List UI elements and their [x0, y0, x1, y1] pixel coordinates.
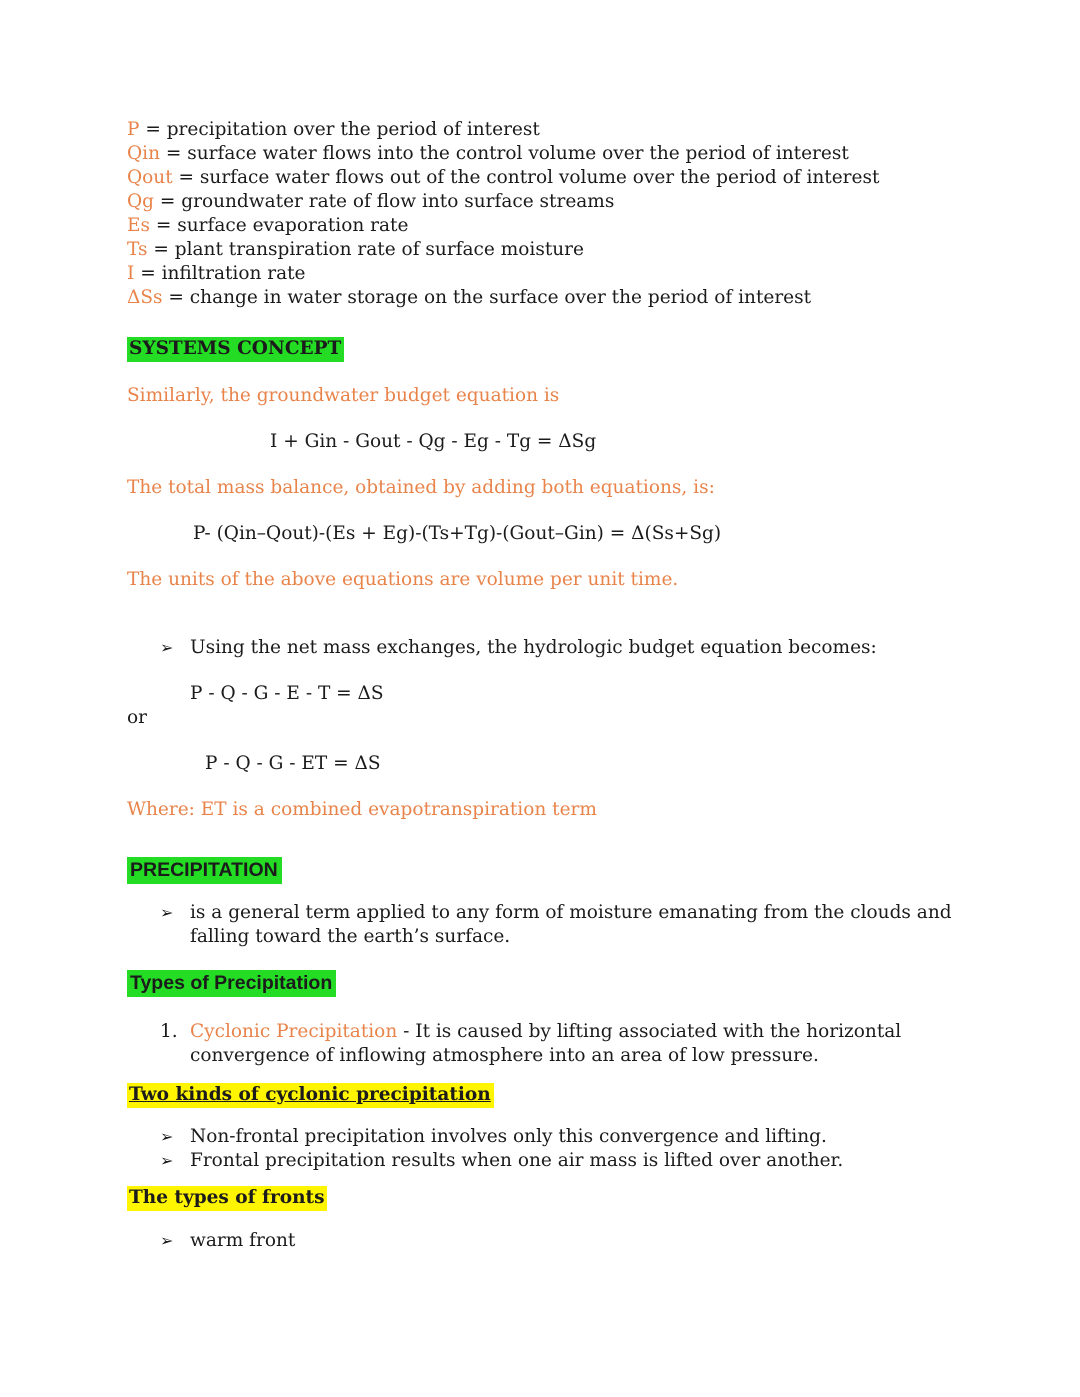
- precipitation-section: [127, 857, 970, 884]
- types-of-fronts-heading: The types of fronts: [127, 1186, 327, 1211]
- arrow-bullet-icon: ➢: [160, 1231, 174, 1250]
- definition-term: ΔSs: [127, 287, 163, 308]
- groundwater-budget-equation: I + Gin - Gout - Qg - Eg - Tg = ΔSg: [270, 431, 597, 452]
- cyclonic-precipitation-text: [190, 1020, 970, 1068]
- two-kinds-section: [127, 1083, 970, 1108]
- definition-text: = precipitation over the period of interest: [139, 119, 540, 140]
- list-number: 1.: [160, 1021, 178, 1042]
- where-note: Where: ET is a combined evapotranspiration term: [127, 799, 597, 820]
- arrow-bullet-icon: ➢: [160, 1127, 174, 1146]
- net-mass-bullet-text: Using the net mass exchanges, the hydrologic budget equation becomes:: [190, 637, 877, 658]
- arrow-bullet-icon: ➢: [160, 903, 174, 922]
- non-frontal-text: Non-frontal precipitation involves only this convergence and lifting.: [190, 1126, 827, 1147]
- groundwater-intro: Similarly, the groundwater budget equation is: [127, 385, 560, 406]
- definition-term: Ts: [127, 239, 148, 260]
- arrow-bullet-icon: ➢: [160, 638, 174, 657]
- precipitation-heading: PRECIPITATION: [127, 857, 282, 884]
- non-frontal-bullet: [127, 1125, 970, 1149]
- net-mass-bullet: [127, 636, 970, 660]
- total-mass-balance-equation: P- (Qin–Qout)-(Es + Eg)-(Ts+Tg)-(Gout–Gin) = Δ(Ss+Sg): [193, 523, 722, 544]
- cyclonic-precipitation-term: Cyclonic Precipitation: [190, 1021, 398, 1042]
- definition-text: = infiltration rate: [134, 263, 306, 284]
- cyclonic-precipitation-item: [127, 1020, 970, 1068]
- frontal-bullet: [127, 1149, 970, 1173]
- definition-text: = surface evaporation rate: [150, 215, 409, 236]
- systems-concept-heading: SYSTEMS CONCEPT: [127, 337, 344, 362]
- arrow-bullet-icon: ➢: [160, 1151, 174, 1170]
- total-mass-balance-intro: The total mass balance, obtained by adding both equations, is:: [127, 477, 715, 498]
- frontal-text: Frontal precipitation results when one air mass is lifted over another.: [190, 1150, 844, 1171]
- definition-text: = surface water flows into the control volume over the period of interest: [160, 143, 849, 164]
- definition-text: = groundwater rate of flow into surface streams: [154, 191, 615, 212]
- definition-term: Es: [127, 215, 150, 236]
- types-of-precipitation-section: [127, 970, 970, 997]
- definition-line: [127, 142, 970, 166]
- definition-term: Qout: [127, 167, 173, 188]
- definition-term: P: [127, 119, 140, 140]
- definition-line: [127, 190, 970, 214]
- or-label: or: [127, 707, 147, 728]
- definition-term: Qg: [127, 191, 155, 212]
- definition-term: I: [127, 263, 135, 284]
- systems-concept-section: [127, 337, 970, 362]
- types-of-fronts-section: [127, 1186, 970, 1211]
- definition-text: = change in water storage on the surface over the period of interest: [162, 287, 812, 308]
- definition-line: [127, 166, 970, 190]
- definition-line: [127, 214, 970, 238]
- warm-front-text: warm front: [190, 1230, 296, 1251]
- precipitation-definition-bullet: [127, 901, 970, 949]
- definition-text: = surface water flows out of the control volume over the period of interest: [172, 167, 880, 188]
- definition-text: = plant transpiration rate of surface moisture: [147, 239, 584, 260]
- definition-line: [127, 118, 970, 142]
- types-of-precipitation-heading: Types of Precipitation: [127, 970, 336, 997]
- warm-front-bullet: [127, 1229, 970, 1253]
- net-budget-et-equation: P - Q - G - ET = ΔS: [205, 753, 381, 774]
- cyclonic-precipitation-description: - It is caused by lifting associated with the horizontal convergence of inflowing atmosphere into an area of low pressure.: [190, 1021, 902, 1066]
- definition-term: Qin: [127, 143, 160, 164]
- definition-line: [127, 286, 970, 310]
- net-budget-equation: P - Q - G - E - T = ΔS: [190, 683, 384, 704]
- units-note: The units of the above equations are volume per unit time.: [127, 569, 679, 590]
- two-kinds-heading: Two kinds of cyclonic precipitation: [127, 1083, 494, 1108]
- definitions-list: [127, 118, 970, 310]
- precipitation-definition-text: is a general term applied to any form of moisture emanating from the clouds and falling toward the earth’s surface.: [190, 902, 952, 947]
- definition-line: [127, 262, 970, 286]
- definition-line: [127, 238, 970, 262]
